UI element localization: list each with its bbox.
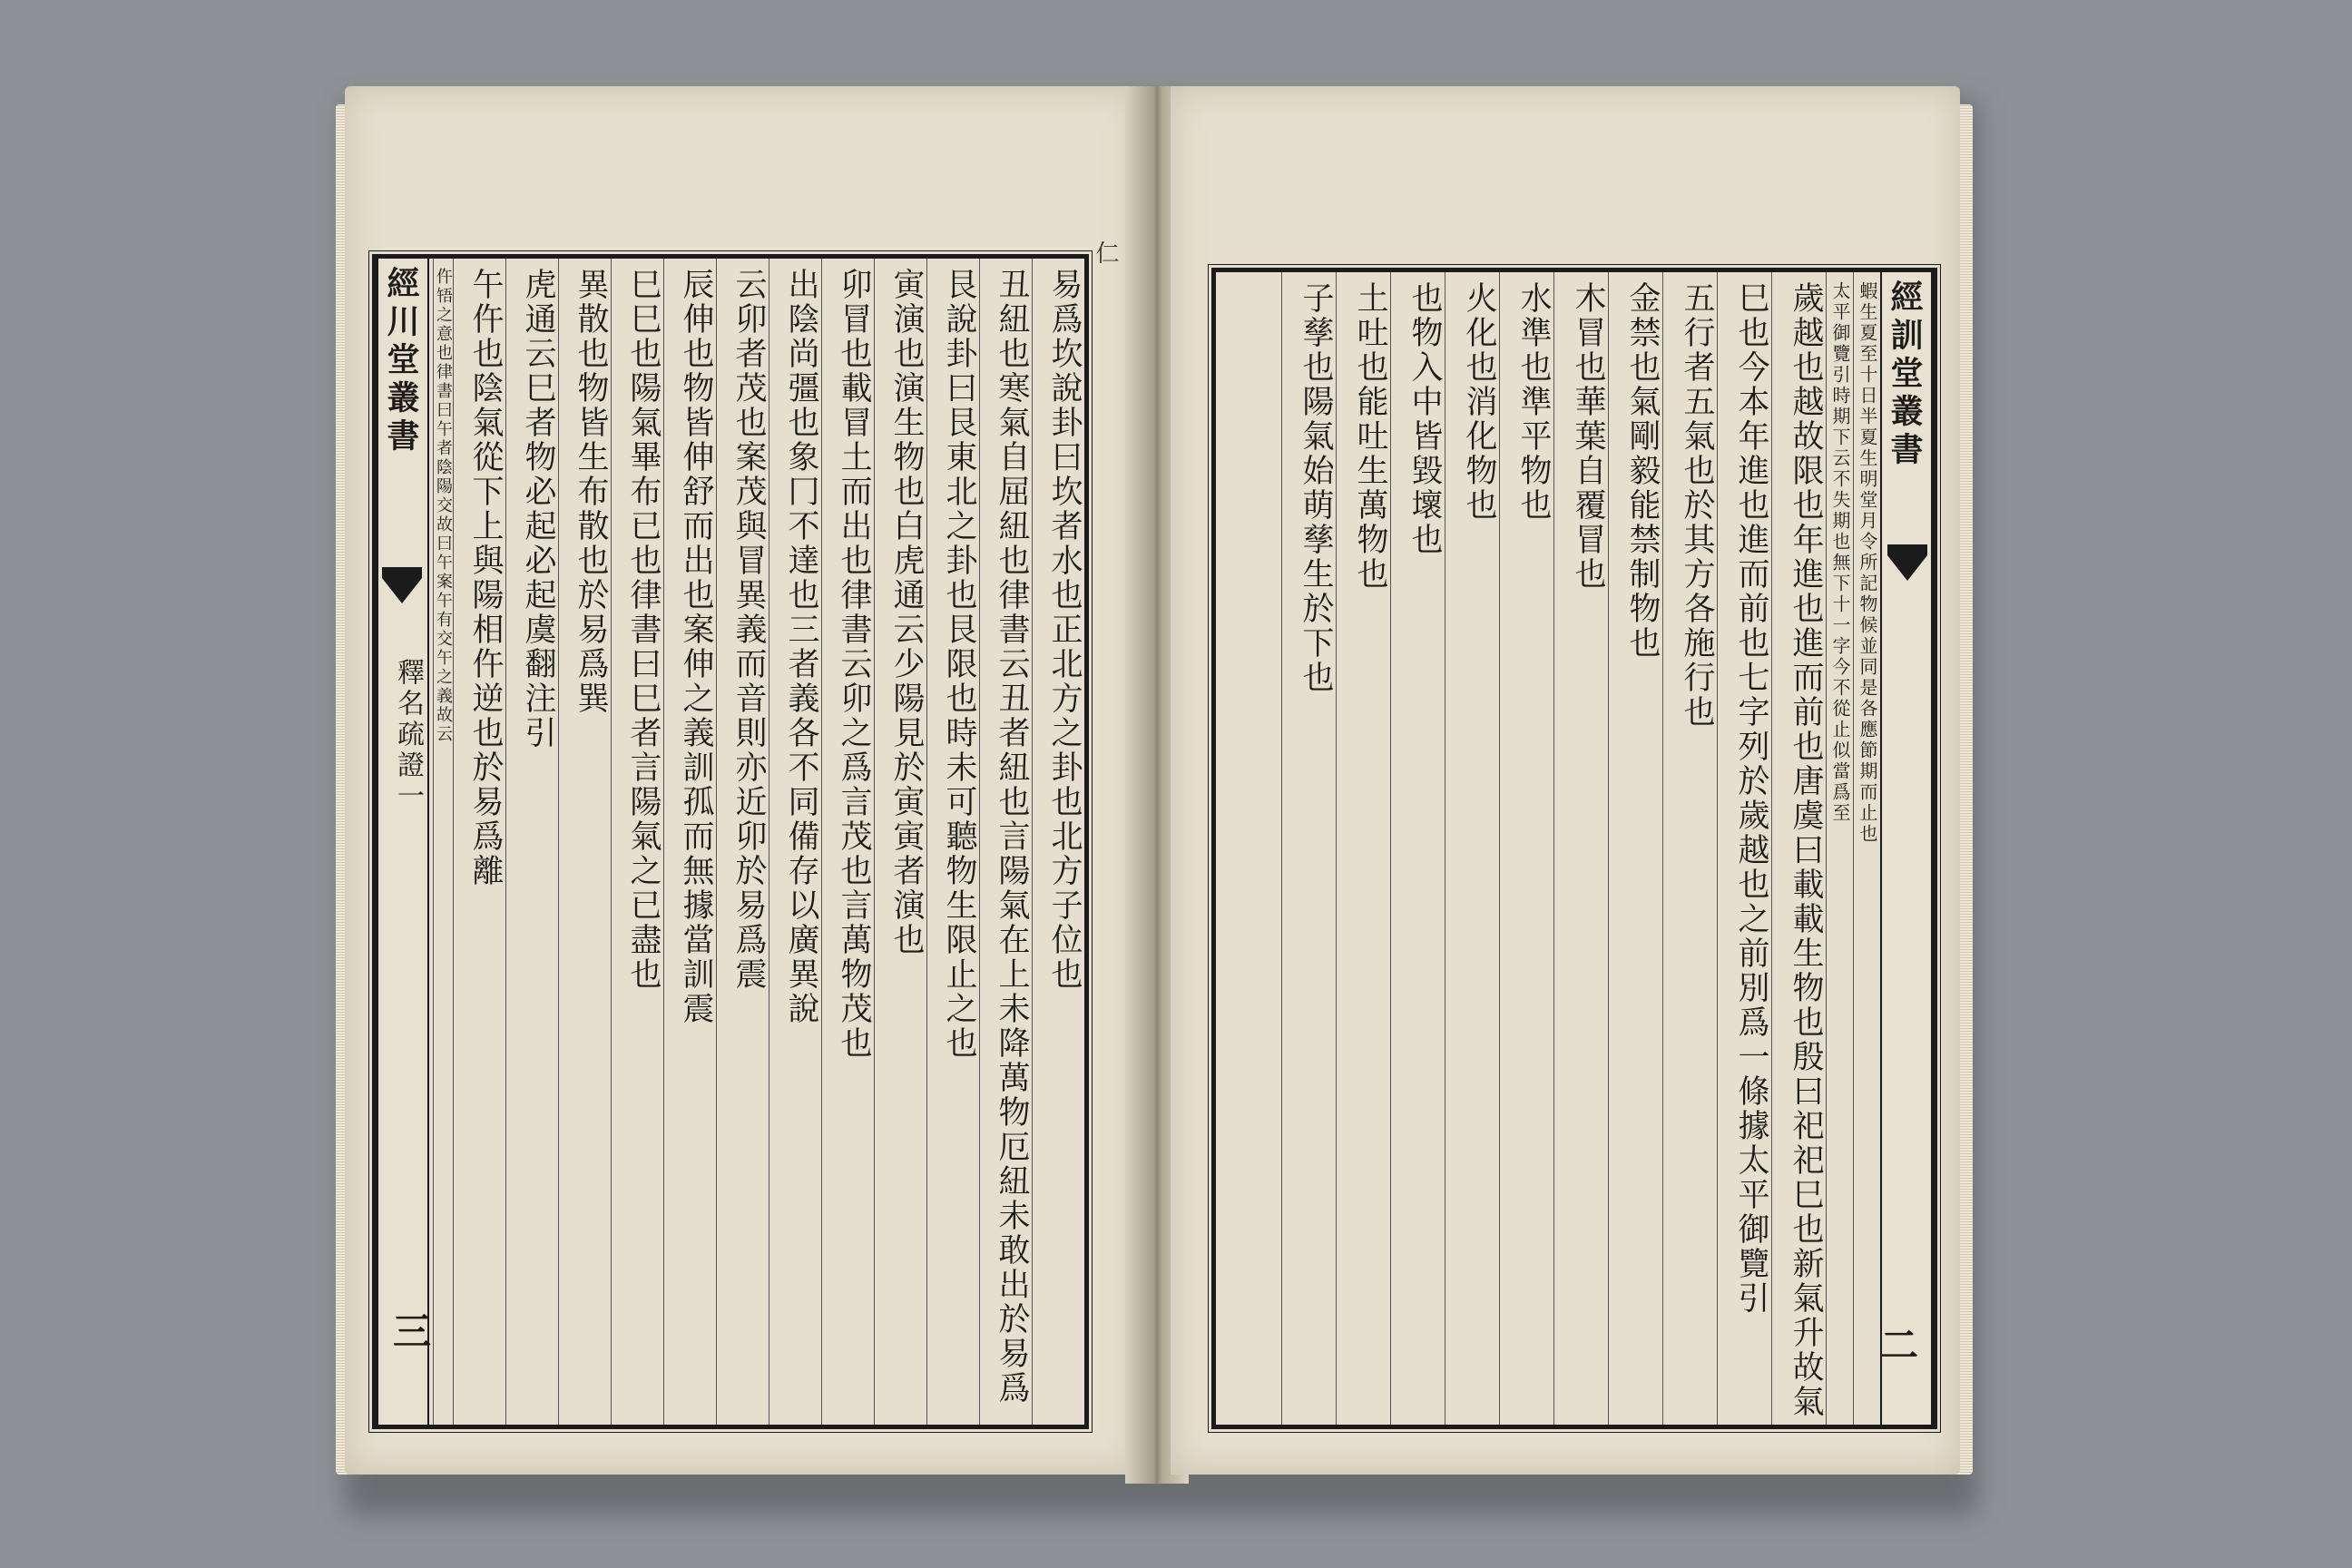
text-column: 艮說卦曰艮東北之卦也艮限也時未可聽物生限止之也 <box>926 259 979 1425</box>
text-column: 火化也消化物也 <box>1445 272 1499 1425</box>
text-column: 巳也今本年進也進而前也七字列於歲越也之前別爲一條據太平御覽引 <box>1717 272 1771 1425</box>
text-column: 土吐也能吐生萬物也 <box>1336 272 1390 1425</box>
right-bank-title: 經訓堂叢書 <box>1886 279 1924 470</box>
left-page <box>345 86 1139 1475</box>
text-column: 易爲坎說卦曰坎者水也正北方之卦也北方子位也 <box>1032 259 1084 1425</box>
left-subtitle: 釋名疏證一 <box>392 658 424 812</box>
text-column: 巳巳也陽氣畢布已也律書曰巳者言陽氣之已盡也 <box>611 259 663 1425</box>
text-column: 水準也準平物也 <box>1499 272 1553 1425</box>
text-column: 五行者五氣也於其方各施行也 <box>1662 272 1717 1425</box>
text-column: 太平御覽引時期下云不失期也無下十一字今不從止似當爲至 <box>1826 272 1853 1425</box>
open-book <box>345 86 1969 1502</box>
right-bank-strip <box>1880 272 1933 1425</box>
text-column: 子孳也陽氣始萌孳生於下也 <box>1281 272 1336 1425</box>
left-text-frame <box>372 254 1089 1429</box>
left-page-number: 三 <box>387 1311 432 1349</box>
text-column: 出陰尚彊也象冂不達也三者義各不同備存以廣異說 <box>769 259 821 1425</box>
text-column: 虎通云巳者物必起必起虞翻注引 <box>505 259 558 1425</box>
right-page-number: 二 <box>1875 1325 1919 1363</box>
text-column: 仵啎之意也律書曰午者陰陽交故曰午案午有交午之義故云 <box>433 259 453 1425</box>
left-bank-title: 經川堂叢書 <box>382 266 420 456</box>
text-column: 寅演也演生物也白虎通云少陽見於寅寅者演也 <box>874 259 926 1425</box>
text-column: 丑紐也寒氣自屈紐也律書云丑者紐也言陽氣在上未降萬物厄紐未敢出於易爲 <box>979 259 1032 1425</box>
margin-note: 仁 <box>1092 240 1119 264</box>
text-column: 云卯者茂也案茂與冒異義而音則亦近卯於易爲震 <box>716 259 769 1425</box>
text-column: 歲越也越故限也年進也進而前也唐虞曰載載生物也殷曰祀祀巳也新氣升故氣 <box>1771 272 1826 1425</box>
text-column: 也物入中皆毀壞也 <box>1390 272 1445 1425</box>
text-column: 蝦生夏至十日半夏生明堂月令所記物候並同是各應節期而止也 <box>1853 272 1880 1425</box>
text-column: 異散也物皆生布散也於易爲巽 <box>558 259 611 1425</box>
right-text-frame <box>1211 268 1937 1429</box>
text-column: 辰伸也物皆伸舒而出也案伸之義訓孤而無據當訓震 <box>663 259 716 1425</box>
text-column: 木冒也華葉自覆冒也 <box>1553 272 1608 1425</box>
right-page <box>1171 86 1960 1475</box>
text-column: 金禁也氣剛毅能禁制物也 <box>1608 272 1662 1425</box>
left-bank-strip <box>377 259 429 1425</box>
text-column: 午仵也陰氣從下上與陽相仵逆也於易爲離 <box>453 259 505 1425</box>
text-column: 卯冒也載冒土而出也律書云卯之爲言茂也言萬物茂也 <box>821 259 874 1425</box>
